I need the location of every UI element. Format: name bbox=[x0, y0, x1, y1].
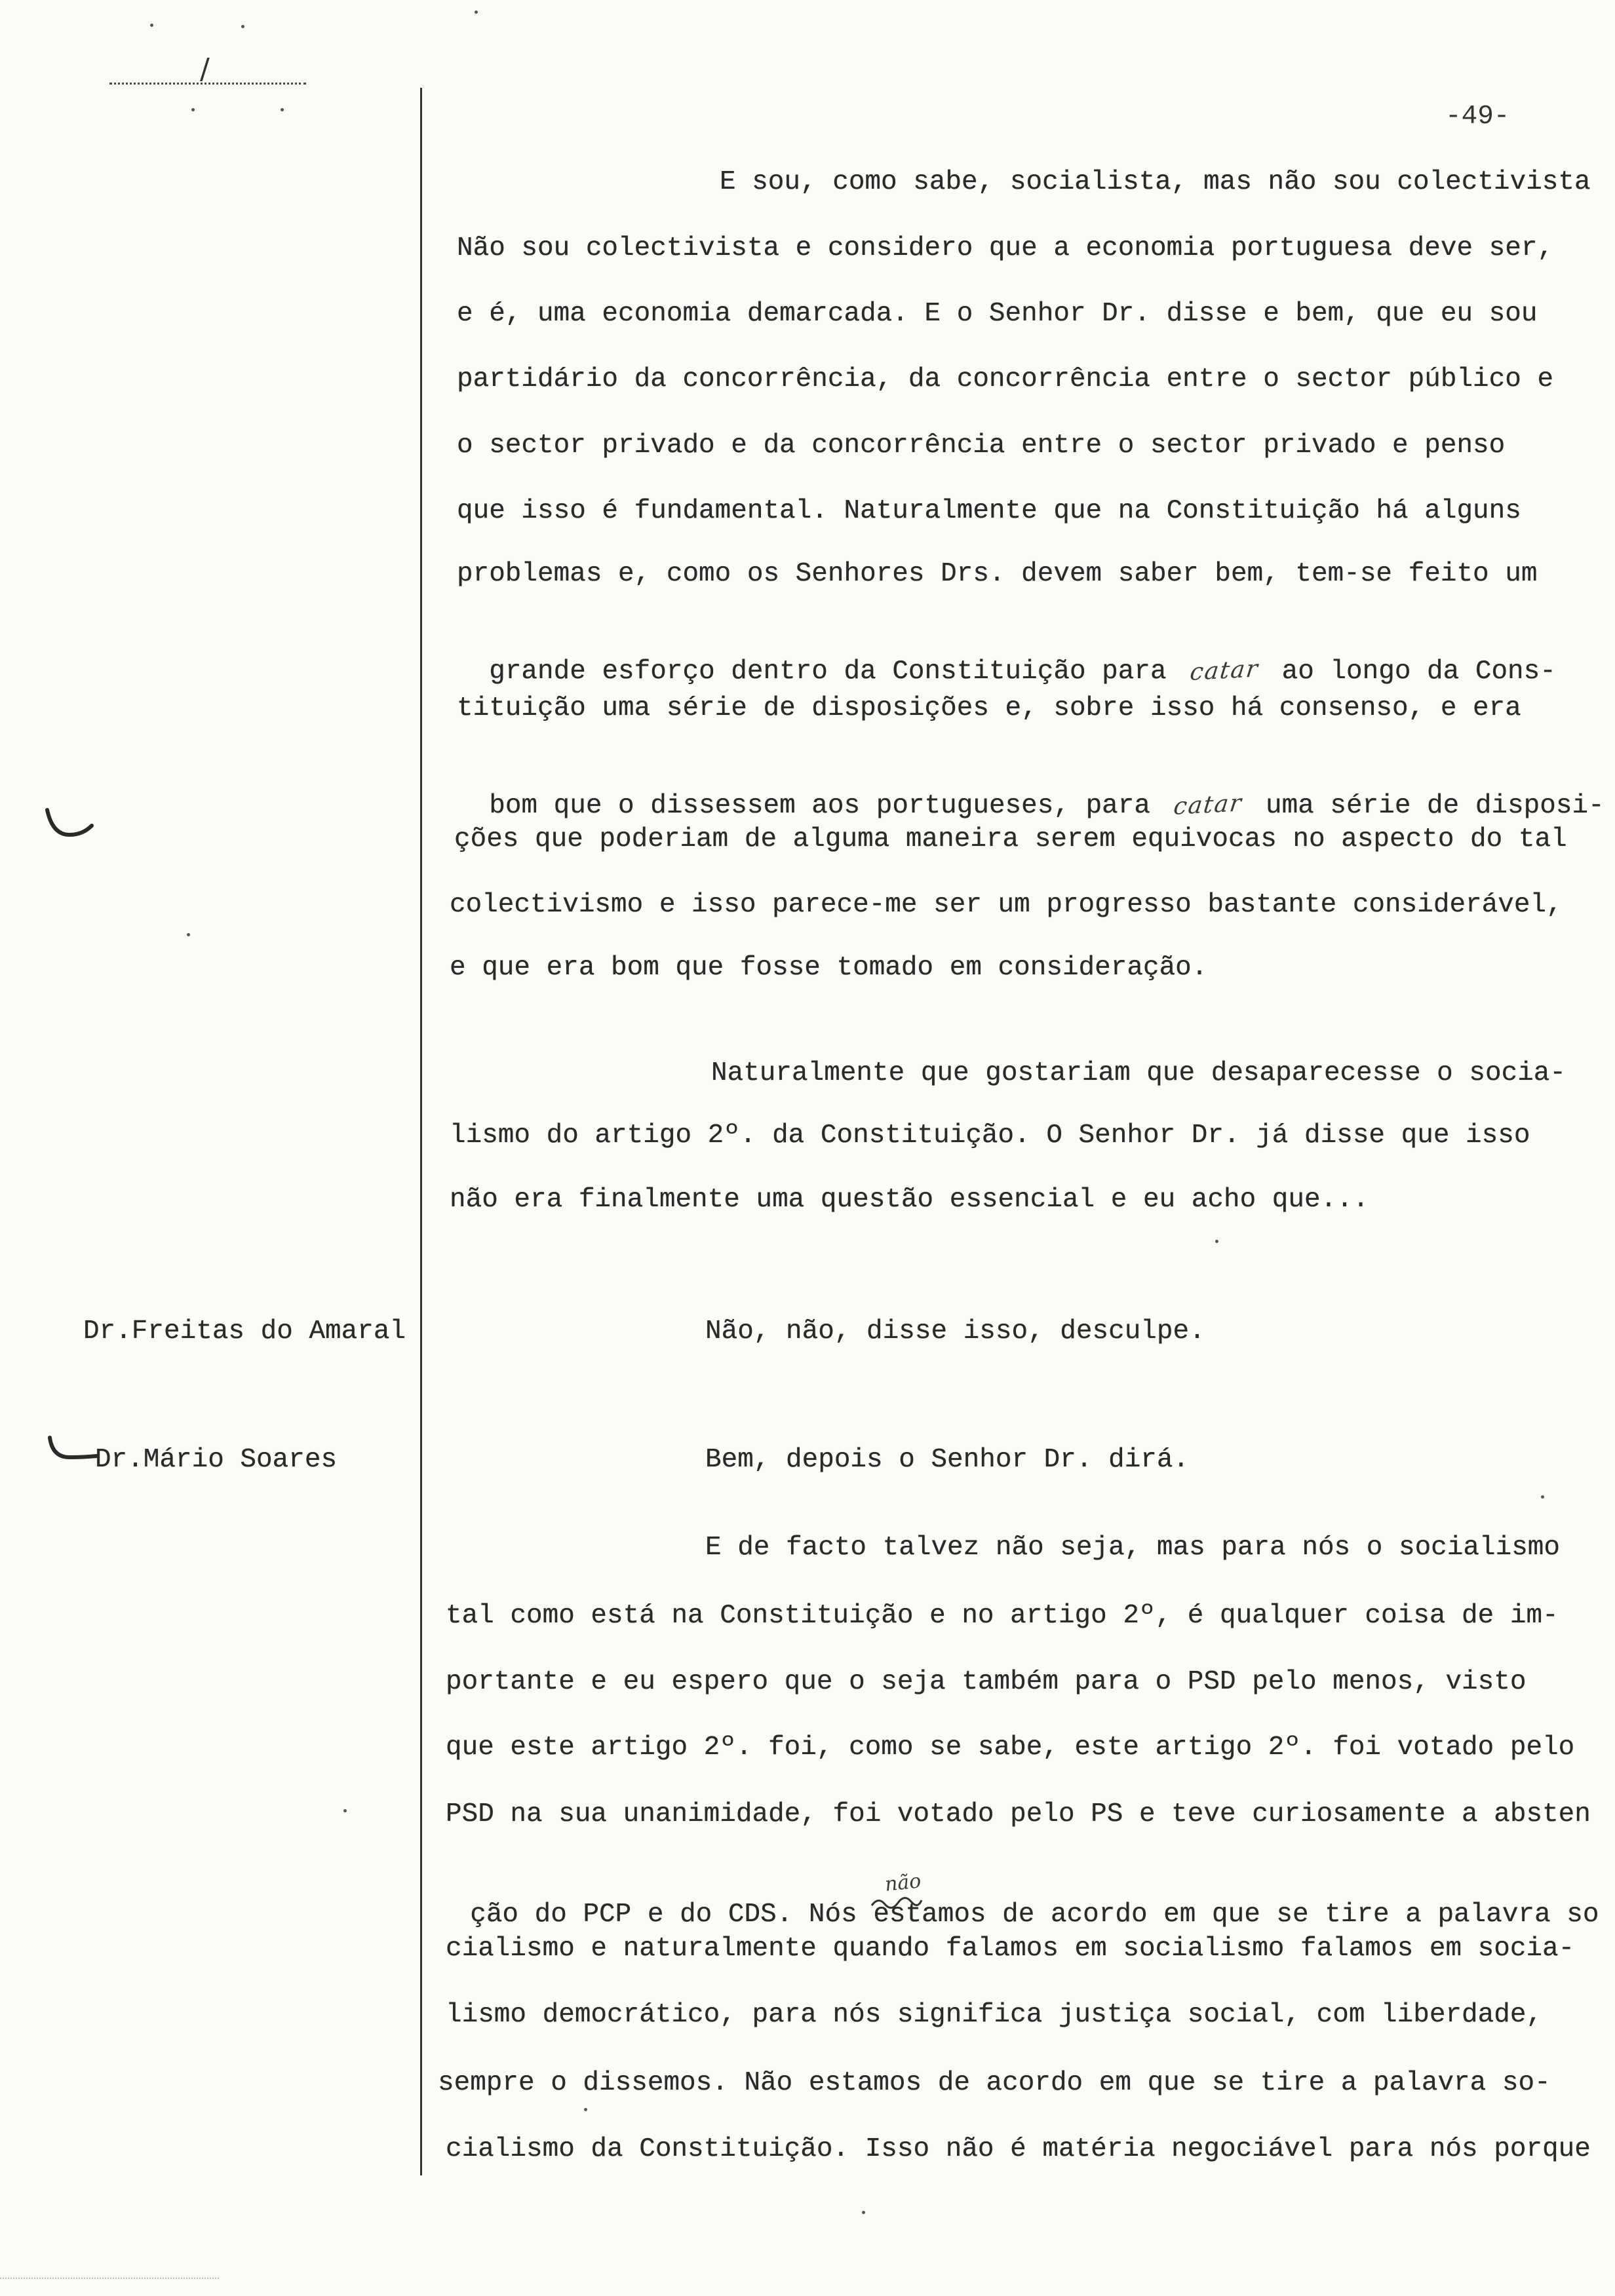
text-line: E de facto talvez não seja, mas para nós o socialismo bbox=[705, 1533, 1561, 1563]
text-line: tituição uma série de disposições e, sobre isso há consenso, e era bbox=[457, 693, 1521, 723]
speck bbox=[187, 933, 190, 936]
text-line: e que era bom que fosse tomado em consideração. bbox=[450, 953, 1208, 983]
text-line: e é, uma economia demarcada. E o Senhor Dr. disse e bem, que eu sou bbox=[457, 299, 1538, 329]
text-line: Naturalmente que gostariam que desaparecesse o socia- bbox=[711, 1058, 1566, 1088]
speck bbox=[191, 108, 195, 111]
text-line: colectivismo e isso parece-me ser um progresso bastante considerável, bbox=[450, 890, 1563, 920]
text-line: não era finalmente uma questão essencial e eu acho que... bbox=[450, 1185, 1369, 1215]
handwritten-word: catar bbox=[1172, 790, 1244, 820]
speck bbox=[1215, 1240, 1218, 1243]
text-line: portante e eu espero que o seja também para o PSD pelo menos, visto bbox=[446, 1667, 1527, 1697]
text-line: problemas e, como os Senhores Drs. devem saber bem, tem-se feito um bbox=[457, 559, 1538, 589]
text-segment: ao longo da Cons- bbox=[1281, 657, 1556, 687]
text-line-with-insertion bbox=[438, 1867, 1599, 1930]
text-line-with-handwritten-word bbox=[457, 758, 1605, 822]
text-segment: uma série de disposi- bbox=[1265, 791, 1605, 821]
handwritten-insertion: não bbox=[884, 1869, 923, 1896]
speck bbox=[281, 108, 284, 111]
pencil-curve-mark-icon bbox=[46, 1435, 98, 1465]
speck bbox=[1541, 1495, 1544, 1499]
text-line: que este artigo 2º. foi, como se sabe, este artigo 2º. foi votado pelo bbox=[446, 1732, 1575, 1763]
speck bbox=[584, 2108, 587, 2111]
text-line: lismo do artigo 2º. da Constituição. O Senhor Dr. já disse que isso bbox=[450, 1120, 1530, 1151]
page-number: -49- bbox=[1445, 102, 1510, 132]
text-line: Bem, depois o Senhor Dr. dirá. bbox=[705, 1445, 1190, 1475]
text-line: sempre o dissemos. Não estamos de acordo em que se tire a palavra so- bbox=[438, 2068, 1551, 2098]
text-line: lismo democrático, para nós significa justiça social, com liberdade, bbox=[446, 2000, 1543, 2030]
text-line: cialismo e naturalmente quando falamos em socialismo falamos em socia- bbox=[446, 1934, 1575, 1964]
speck bbox=[475, 10, 478, 14]
speck bbox=[862, 2211, 865, 2214]
text-line: Não sou colectivista e considero que a economia portuguesa deve ser, bbox=[457, 233, 1554, 263]
text-line: ções que poderiam de alguma maneira serem equivocas no aspecto do tal bbox=[454, 824, 1567, 854]
text-segment: bom que o dissessem aos portugueses, para bbox=[489, 791, 1150, 821]
text-line: PSD na sua unanimidade, foi votado pelo PS e teve curiosamente a absten bbox=[446, 1799, 1591, 1829]
text-line-with-handwritten-word bbox=[457, 624, 1556, 687]
text-segment: de acordo em que se tire a palavra so bbox=[1002, 1900, 1599, 1930]
text-line: tal como está na Constituição e no artigo 2º, é qualquer coisa de im- bbox=[446, 1601, 1559, 1631]
text-line: partidário da concorrência, da concorrência entre o sector público e bbox=[457, 364, 1554, 394]
text-line: o sector privado e da concorrência entre o sector privado e penso bbox=[457, 430, 1506, 461]
text-line: cialismo da Constituição. Isso não é matéria negociável para nós porque bbox=[446, 2134, 1591, 2164]
speck bbox=[241, 25, 244, 28]
speck bbox=[150, 24, 153, 27]
handwritten-word: catar bbox=[1188, 655, 1260, 686]
margin-slash: / bbox=[200, 52, 210, 86]
dotted-rule-top-left bbox=[109, 52, 306, 86]
corrected-word bbox=[873, 1869, 986, 1930]
text-segment: grande esforço dentro da Constituição para bbox=[489, 657, 1167, 687]
dotted-rule-bottom-left bbox=[0, 2276, 219, 2279]
text-segment: ção do PCP e do CDS. Nós bbox=[470, 1900, 857, 1930]
corrected-word-text: estamos bbox=[873, 1900, 986, 1930]
speaker-label: Dr.Freitas do Amaral bbox=[83, 1316, 406, 1347]
pencil-curve-mark-icon bbox=[43, 806, 96, 843]
speaker-label: Dr.Mário Soares bbox=[95, 1445, 338, 1475]
speck bbox=[343, 1809, 347, 1812]
text-line: Não, não, disse isso, desculpe. bbox=[705, 1316, 1205, 1347]
margin-vertical-rule bbox=[420, 88, 422, 2175]
insertion-squiggle-icon bbox=[870, 1895, 923, 1909]
text-line: que isso é fundamental. Naturalmente que na Constituição há alguns bbox=[457, 496, 1521, 526]
text-line: E sou, como sabe, socialista, mas não sou colectivista bbox=[720, 167, 1591, 197]
